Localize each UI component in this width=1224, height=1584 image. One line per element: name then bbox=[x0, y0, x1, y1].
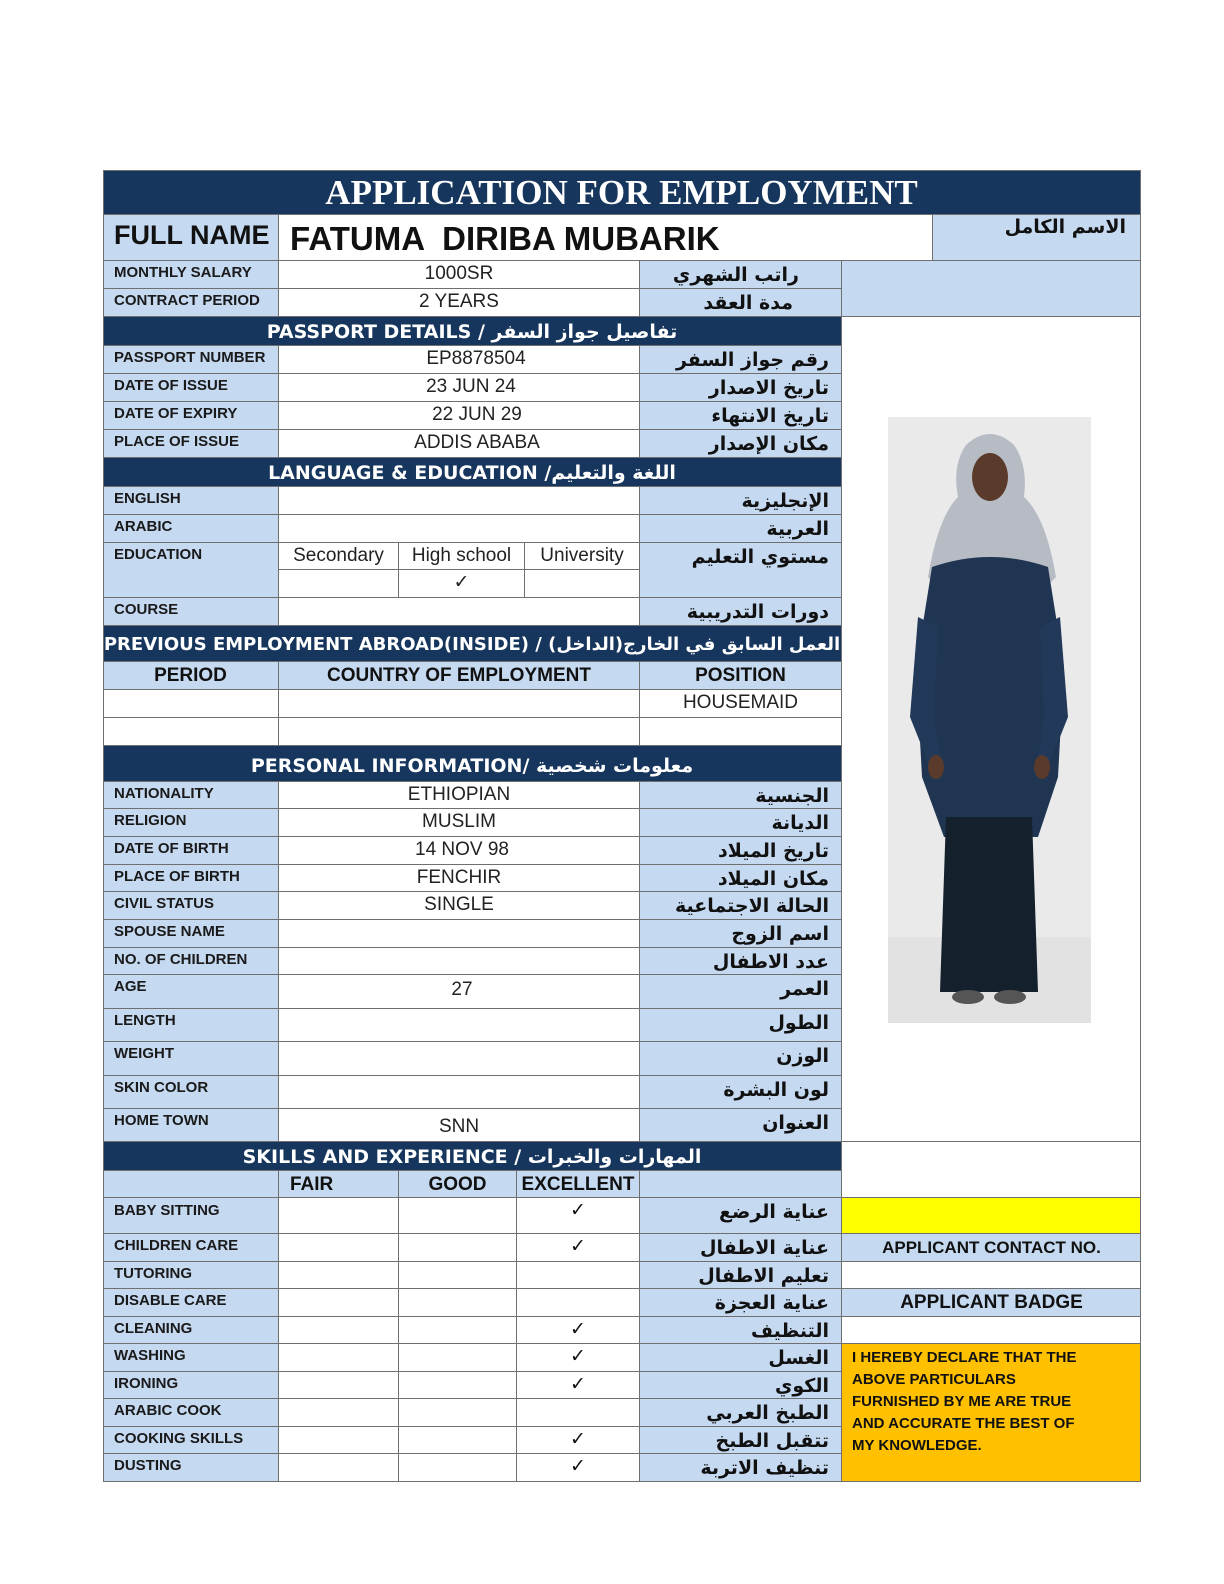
length-value bbox=[279, 1009, 640, 1042]
skill-fair bbox=[279, 1427, 399, 1454]
declaration-box bbox=[842, 1344, 1141, 1482]
skill-fair bbox=[279, 1198, 399, 1234]
home-town-value: SNN bbox=[279, 1109, 640, 1142]
english-value bbox=[279, 487, 640, 515]
passport-number-arabic: رقم جواز السفر bbox=[640, 346, 842, 374]
contract-period-value: 2 YEARS bbox=[279, 289, 640, 317]
applicant-photo bbox=[888, 417, 1091, 1023]
passport-number-label: PASSPORT NUMBER bbox=[103, 346, 279, 374]
english-arabic: الإنجليزية bbox=[640, 487, 842, 515]
skin-color-arabic: لون البشرة bbox=[640, 1076, 842, 1109]
skill-label: CHILDREN CARE bbox=[103, 1234, 279, 1262]
passport-number-value: EP8878504 bbox=[279, 346, 640, 374]
skill-fair bbox=[279, 1399, 399, 1427]
full-name-arabic: الاسم الكامل bbox=[933, 215, 1141, 261]
place-of-issue-label: PLACE OF ISSUE bbox=[103, 430, 279, 458]
weight-arabic: الوزن bbox=[640, 1042, 842, 1076]
home-town-label: HOME TOWN bbox=[103, 1109, 279, 1142]
skin-color-label: SKIN COLOR bbox=[103, 1076, 279, 1109]
prev-period-2 bbox=[103, 718, 279, 746]
right-hand bbox=[1034, 755, 1050, 779]
education-level-highschool: High school bbox=[399, 543, 525, 570]
col-fair: FAIR bbox=[279, 1171, 399, 1198]
civil-status-value: SINGLE bbox=[279, 892, 640, 920]
date-of-expiry-value: 22 JUN 29 bbox=[279, 402, 640, 430]
skill-label: TUTORING bbox=[103, 1262, 279, 1289]
side-blank-top bbox=[842, 1142, 1141, 1198]
skill-excellent bbox=[517, 1399, 640, 1427]
personal-heading: PERSONAL INFORMATION/ معلومات شخصية bbox=[103, 746, 842, 782]
skill-excellent: ✓ bbox=[517, 1454, 640, 1482]
date-of-issue-arabic: تاريخ الاصدار bbox=[640, 374, 842, 402]
skill-excellent: ✓ bbox=[517, 1427, 640, 1454]
skill-fair bbox=[279, 1344, 399, 1372]
education-level-secondary: Secondary bbox=[279, 543, 399, 570]
place-of-birth-arabic: مكان الميلاد bbox=[640, 865, 842, 892]
skill-excellent bbox=[517, 1262, 640, 1289]
no-of-children-label: NO. OF CHILDREN bbox=[103, 948, 279, 975]
dress-top bbox=[916, 557, 1064, 837]
length-arabic: الطول bbox=[640, 1009, 842, 1042]
skill-excellent: ✓ bbox=[517, 1344, 640, 1372]
skills-heading: SKILLS AND EXPERIENCE / المهارات والخبرات bbox=[103, 1142, 842, 1171]
course-label: COURSE bbox=[103, 598, 279, 626]
monthly-salary-label: MONTHLY SALARY bbox=[103, 261, 279, 289]
place-of-birth-value: FENCHIR bbox=[279, 865, 640, 892]
skill-good bbox=[399, 1372, 517, 1399]
skill-label: WASHING bbox=[103, 1344, 279, 1372]
skill-good bbox=[399, 1262, 517, 1289]
place-of-birth-label: PLACE OF BIRTH bbox=[103, 865, 279, 892]
col-good: GOOD bbox=[399, 1171, 517, 1198]
civil-status-label: CIVIL STATUS bbox=[103, 892, 279, 920]
arabic-arabic: العربية bbox=[640, 515, 842, 543]
spouse-name-arabic: اسم الزوج bbox=[640, 920, 842, 948]
skill-good bbox=[399, 1317, 517, 1344]
skill-label: DISABLE CARE bbox=[103, 1289, 279, 1317]
age-arabic: العمر bbox=[640, 975, 842, 1009]
skill-label: ARABIC COOK bbox=[103, 1399, 279, 1427]
education-level-university: University bbox=[525, 543, 640, 570]
skill-good bbox=[399, 1344, 517, 1372]
skill-good bbox=[399, 1289, 517, 1317]
spouse-name-label: SPOUSE NAME bbox=[103, 920, 279, 948]
prev-position-1: HOUSEMAID bbox=[640, 690, 842, 718]
monthly-salary-arabic: راتب الشهري bbox=[640, 261, 842, 289]
left-hand bbox=[928, 755, 944, 779]
home-town-arabic: العنوان bbox=[640, 1109, 842, 1142]
arabic-value bbox=[279, 515, 640, 543]
date-of-issue-label: DATE OF ISSUE bbox=[103, 374, 279, 402]
religion-arabic: الديانة bbox=[640, 809, 842, 837]
prev-country-1 bbox=[279, 690, 640, 718]
date-of-birth-label: DATE OF BIRTH bbox=[103, 837, 279, 865]
place-of-issue-arabic: مكان الإصدار bbox=[640, 430, 842, 458]
language-heading: LANGUAGE & EDUCATION /اللغة والتعليم bbox=[103, 458, 842, 487]
right-shoe bbox=[994, 990, 1026, 1004]
col-period: PERIOD bbox=[103, 662, 279, 690]
skill-label: DUSTING bbox=[103, 1454, 279, 1482]
place-of-issue-value: ADDIS ABABA bbox=[279, 430, 640, 458]
nationality-value: ETHIOPIAN bbox=[279, 782, 640, 809]
skill-fair bbox=[279, 1289, 399, 1317]
form-title: APPLICATION FOR EMPLOYMENT bbox=[103, 170, 1141, 215]
skill-arabic: عناية الرضع bbox=[640, 1198, 842, 1234]
skill-arabic: عناية الاطفال bbox=[640, 1234, 842, 1262]
civil-status-arabic: الحالة الاجتماعية bbox=[640, 892, 842, 920]
applicant-badge-label: APPLICANT BADGE bbox=[842, 1289, 1141, 1317]
age-value: 27 bbox=[279, 975, 640, 1009]
applicant-badge-value bbox=[842, 1317, 1141, 1344]
education-check-highschool: ✓ bbox=[399, 570, 525, 598]
skill-fair bbox=[279, 1317, 399, 1344]
applicant-contact-value bbox=[842, 1262, 1141, 1289]
skill-arabic: تتقبل الطبخ bbox=[640, 1427, 842, 1454]
contract-period-label: CONTRACT PERIOD bbox=[103, 289, 279, 317]
nationality-arabic: الجنسية bbox=[640, 782, 842, 809]
prev-position-2 bbox=[640, 718, 842, 746]
skills-header-arabic-blank bbox=[640, 1171, 842, 1198]
full-name-label: FULL NAME bbox=[103, 215, 279, 261]
skill-arabic: عناية العجزة bbox=[640, 1289, 842, 1317]
prev-period-1 bbox=[103, 690, 279, 718]
no-of-children-arabic: عدد الاطفال bbox=[640, 948, 842, 975]
skill-arabic: تنظيف الاتربة bbox=[640, 1454, 842, 1482]
skill-label: BABY SITTING bbox=[103, 1198, 279, 1234]
previous-employment-heading: PREVIOUS EMPLOYMENT ABROAD(INSIDE) / العمل السابق في الخارج(الداخل) bbox=[103, 626, 842, 662]
skill-good bbox=[399, 1198, 517, 1234]
skill-good bbox=[399, 1399, 517, 1427]
left-shoe bbox=[952, 990, 984, 1004]
skill-good bbox=[399, 1454, 517, 1482]
skill-label: COOKING SKILLS bbox=[103, 1427, 279, 1454]
english-label: ENGLISH bbox=[103, 487, 279, 515]
skill-arabic: الكوي bbox=[640, 1372, 842, 1399]
skill-good bbox=[399, 1427, 517, 1454]
full-name-value: FATUMA DIRIBA MUBARIK bbox=[279, 215, 933, 261]
education-check-secondary bbox=[279, 570, 399, 598]
skill-label: CLEANING bbox=[103, 1317, 279, 1344]
date-of-issue-value: 23 JUN 24 bbox=[279, 374, 640, 402]
passport-heading: PASSPORT DETAILS / تفاصيل جواز السفر bbox=[103, 317, 842, 346]
education-check-university bbox=[525, 570, 640, 598]
age-label: AGE bbox=[103, 975, 279, 1009]
skill-fair bbox=[279, 1372, 399, 1399]
weight-value bbox=[279, 1042, 640, 1076]
skill-label: IRONING bbox=[103, 1372, 279, 1399]
nationality-label: NATIONALITY bbox=[103, 782, 279, 809]
weight-label: WEIGHT bbox=[103, 1042, 279, 1076]
monthly-salary-value: 1000SR bbox=[279, 261, 640, 289]
skirt bbox=[940, 817, 1038, 992]
contract-period-arabic: مدة العقد bbox=[640, 289, 842, 317]
religion-value: MUSLIM bbox=[279, 809, 640, 837]
date-of-birth-arabic: تاريخ الميلاد bbox=[640, 837, 842, 865]
date-of-expiry-arabic: تاريخ الانتهاء bbox=[640, 402, 842, 430]
contract-side-blank bbox=[842, 261, 1141, 317]
date-of-birth-value: 14 NOV 98 bbox=[279, 837, 640, 865]
skill-excellent: ✓ bbox=[517, 1317, 640, 1344]
skill-fair bbox=[279, 1234, 399, 1262]
religion-label: RELIGION bbox=[103, 809, 279, 837]
education-arabic: مستوي التعليم bbox=[640, 543, 842, 598]
applicant-photo-graphic bbox=[888, 417, 1091, 1023]
declaration-text: I HEREBY DECLARE THAT THE ABOVE PARTICULARS FURNISHED BY ME ARE TRUE AND ACCURATE THE BEST OF MY KNOWLEDGE. bbox=[852, 1349, 1077, 1454]
face bbox=[972, 453, 1008, 501]
prev-country-2 bbox=[279, 718, 640, 746]
skill-arabic: الطبخ العربي bbox=[640, 1399, 842, 1427]
col-excellent: EXCELLENT bbox=[517, 1171, 640, 1198]
skill-arabic: التنظيف bbox=[640, 1317, 842, 1344]
skill-arabic: الغسل bbox=[640, 1344, 842, 1372]
length-label: LENGTH bbox=[103, 1009, 279, 1042]
skill-good bbox=[399, 1234, 517, 1262]
education-label: EDUCATION bbox=[103, 543, 279, 598]
skill-fair bbox=[279, 1262, 399, 1289]
skill-fair bbox=[279, 1454, 399, 1482]
skill-arabic: تعليم الاطفال bbox=[640, 1262, 842, 1289]
skills-header-blank bbox=[103, 1171, 279, 1198]
highlight-cell bbox=[842, 1198, 1141, 1234]
skill-excellent: ✓ bbox=[517, 1234, 640, 1262]
date-of-expiry-label: DATE OF EXPIRY bbox=[103, 402, 279, 430]
skin-color-value bbox=[279, 1076, 640, 1109]
col-country: COUNTRY OF EMPLOYMENT bbox=[279, 662, 640, 690]
course-arabic: دورات التدريبية bbox=[640, 598, 842, 626]
skill-excellent: ✓ bbox=[517, 1372, 640, 1399]
applicant-contact-label: APPLICANT CONTACT NO. bbox=[842, 1234, 1141, 1262]
skill-excellent bbox=[517, 1289, 640, 1317]
no-of-children-value bbox=[279, 948, 640, 975]
arabic-label: ARABIC bbox=[103, 515, 279, 543]
skill-excellent: ✓ bbox=[517, 1198, 640, 1234]
course-value bbox=[279, 598, 640, 626]
col-position: POSITION bbox=[640, 662, 842, 690]
spouse-name-value bbox=[279, 920, 640, 948]
